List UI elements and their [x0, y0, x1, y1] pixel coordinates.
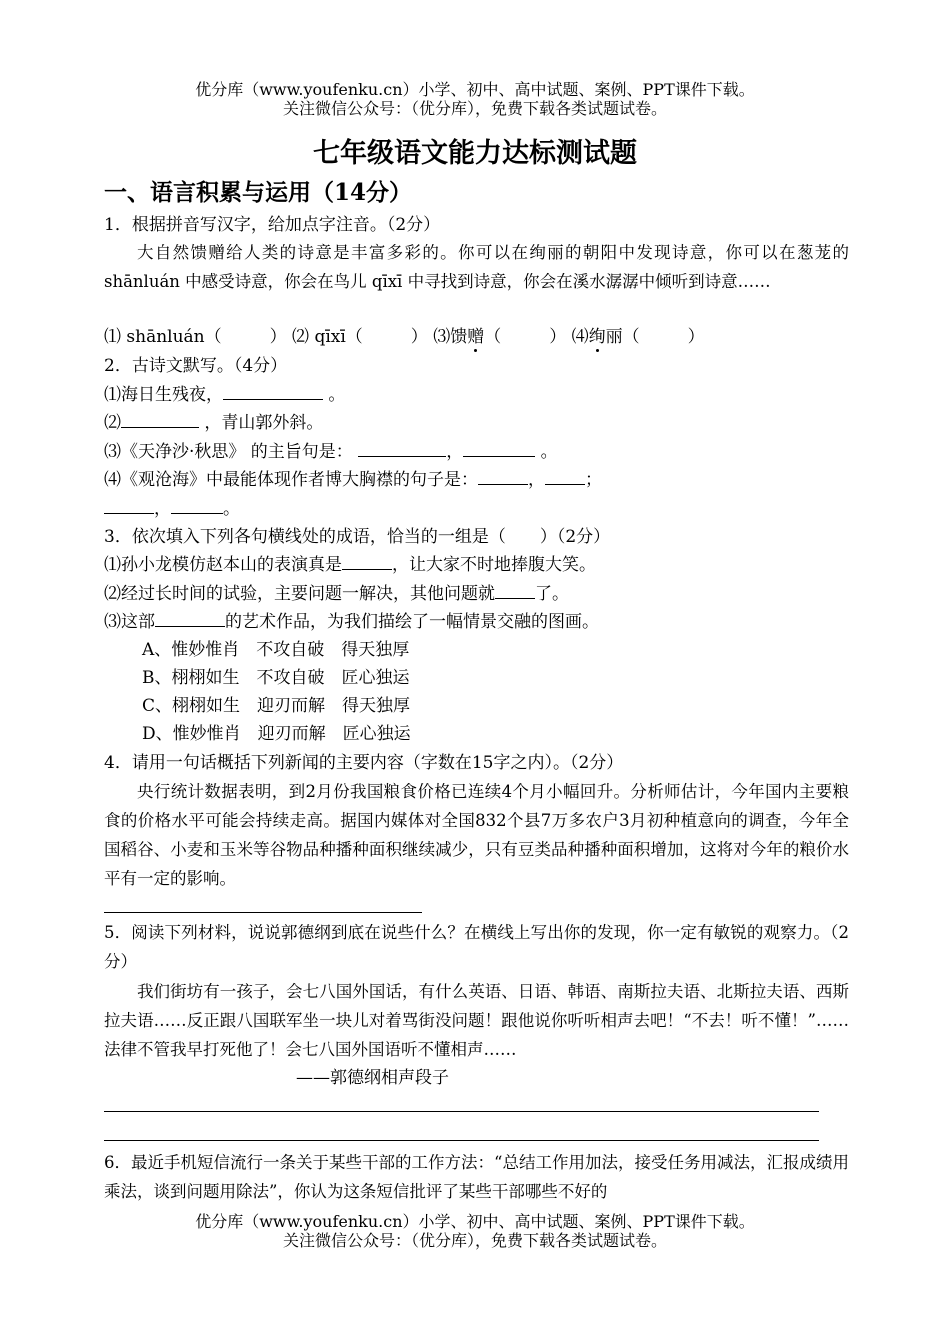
section-heading-1: 一、语言积累与运用（14分） — [104, 179, 413, 206]
q3-s3-text: ⑶这部 — [104, 612, 155, 632]
answer-blank[interactable] — [121, 409, 199, 428]
answer-blank[interactable] — [358, 438, 446, 457]
q1-item3-open: （ — [484, 327, 502, 347]
answer-blank[interactable] — [342, 551, 392, 570]
q3-s2-text: ⑵经过长时间的试验，主要问题一解决，其他问题就 — [104, 584, 495, 604]
answer-blank[interactable] — [495, 580, 535, 599]
q5-passage: 我们街坊有一孩子，会七八国外国话，有什么英语、日语、韩语、南斯拉夫语、北斯拉夫语、西斯拉夫语……反正跟八国联军坐一块儿对着骂街没问题！跟他说你听听相声去吧！“不去！听不懂！”……法律不管我早打死他了！会七八国外国语听不懂相声…… — [104, 982, 849, 1059]
answer-blank[interactable] — [155, 608, 225, 627]
q3-sentence-1 — [104, 551, 849, 579]
footer-line-2: 关注微信公众号：（优分库），免费下载各类试题试卷。 — [282, 1231, 667, 1250]
q1-item4-close: ） — [687, 327, 705, 347]
q2-line-4 — [104, 466, 849, 494]
q1-stem: 1．根据拼音写汉字，给加点字注音。（2分） — [104, 215, 441, 235]
q1-item2-label: ⑵ qīxī（ — [292, 327, 363, 347]
q1-item2-end: ） — [410, 327, 428, 347]
q2-line-1-text: ⑴海日生残夜， — [104, 385, 223, 405]
header-line-1: 优分库（www.youfenku.cn）小学、初中、高中试题、案例、PPT课件下载。 — [195, 80, 755, 99]
answer-blank[interactable] — [223, 381, 323, 400]
q2-line-4-semicolon: ； — [585, 470, 602, 490]
q3-stem: 3．依次填入下列各句横线处的成语，恰当的一组是（ ）（2分） — [104, 527, 611, 547]
q1-answer-row — [104, 323, 849, 351]
q2-line-5-end: 。 — [223, 499, 240, 519]
q1-item4-dotted-char: 绚 — [588, 327, 606, 347]
q2-line-1-end: 。 — [328, 385, 346, 405]
q2-line-5-comma: ， — [154, 499, 171, 519]
q1-item3-close: ） — [549, 327, 567, 347]
q5-source: ——郭德纲相声段子 — [296, 1068, 449, 1088]
q4-passage: 央行统计数据表明，到2月份我国粮食价格已连续4个月小幅回升。分析师估计，今年国内主要粮食的价格水平可能会持续走高。据国内媒体对全国832个县7万多农户3月初种植意向的调查，今年全国稻谷、小麦和玉米等谷物品种播种面积继续减少，只有豆类品种播种面积增加，这将对今年的粮价水平有一定的影响。 — [104, 782, 849, 888]
q3-s2-end: 了。 — [535, 584, 569, 604]
q2-line-3-text: ⑶《天净沙·秋思》 的主旨句是： — [104, 442, 353, 462]
page-title: 七年级语文能力达标测试题 — [313, 138, 637, 169]
footer-line-1: 优分库（www.youfenku.cn）小学、初中、高中试题、案例、PPT课件下载。 — [195, 1212, 755, 1231]
answer-blank[interactable] — [478, 466, 528, 485]
answer-blank[interactable] — [104, 495, 154, 514]
q2-line-3-comma: ， — [446, 442, 464, 462]
q1-item3-label: ⑶ — [433, 327, 451, 347]
q5-stem: 5．阅读下列材料，说说郭德纲到底在说些什么？在横线上写出你的发现，你一定有敏锐的观察力。（2分） — [104, 923, 849, 971]
q2-line-2-num: ⑵ — [104, 413, 121, 433]
q5-answer-line-1[interactable] — [104, 1111, 819, 1112]
q1-item4-char2: 丽 — [605, 327, 623, 347]
q2-line-3 — [104, 438, 849, 466]
q5-answer-line-2[interactable] — [104, 1140, 819, 1141]
q1-item3-dotted-char: 赠 — [467, 327, 485, 347]
q3-option-a[interactable]: A、惟妙惟肖 不攻自破 得天独厚 — [142, 640, 410, 660]
q2-line-5 — [104, 495, 849, 523]
answer-blank[interactable] — [171, 495, 223, 514]
q3-s3-end: 的艺术作品，为我们描绘了一幅情景交融的图画。 — [225, 612, 599, 632]
q1-item3-char1: 馈 — [450, 327, 468, 347]
q1-passage: 大自然馈赠给人类的诗意是丰富多彩的。你可以在绚丽的朝阳中发现诗意，你可以在葱茏的 shānluán 中感受诗意，你会在鸟儿 qīxī 中寻找到诗意，你会在溪水潺潺中倾听到诗意…… — [104, 243, 849, 291]
q3-s1-text: ⑴孙小龙模仿赵本山的表演真是 — [104, 555, 342, 575]
q3-option-b[interactable]: B、栩栩如生 不攻自破 匠心独运 — [142, 668, 410, 688]
q2-line-4-text: ⑷《观沧海》中最能体现作者博大胸襟的句子是： — [104, 470, 478, 490]
q3-sentence-2 — [104, 580, 849, 608]
q2-line-4-comma: ， — [528, 470, 545, 490]
q2-line-1 — [104, 381, 849, 409]
answer-blank[interactable] — [463, 438, 535, 457]
q1-item4-open: （ — [622, 327, 640, 347]
q3-option-d[interactable]: D、惟妙惟肖 迎刃而解 匠心独运 — [142, 724, 411, 744]
q3-option-c[interactable]: C、栩栩如生 迎刃而解 得天独厚 — [142, 696, 411, 716]
q1-item4-label: ⑷ — [571, 327, 589, 347]
q3-sentence-3 — [104, 608, 849, 636]
q1-item1-end: ） — [269, 327, 287, 347]
header-line-2: 关注微信公众号：（优分库），免费下载各类试题试卷。 — [282, 99, 667, 118]
q1-item1-label: ⑴ shānluán（ — [104, 327, 222, 347]
answer-blank[interactable] — [545, 466, 585, 485]
q2-stem: 2．古诗文默写。（4分） — [104, 356, 288, 376]
q4-answer-line[interactable] — [104, 912, 422, 913]
q6-stem: 6．最近手机短信流行一条关于某些干部的工作方法：“总结工作用加法，接受任务用减法，汇报成绩用乘法，谈到问题用除法”，你认为这条短信批评了某些干部哪些不好的 — [104, 1153, 849, 1201]
q2-line-3-end: 。 — [540, 442, 558, 462]
q4-stem: 4．请用一句话概括下列新闻的主要内容（字数在15字之内）。（2分） — [104, 753, 624, 773]
q2-line-2 — [104, 409, 849, 437]
q3-s1-end: ，让大家不时地捧腹大笑。 — [392, 555, 596, 575]
q2-line-2-text: ，青山郭外斜。 — [204, 413, 324, 433]
